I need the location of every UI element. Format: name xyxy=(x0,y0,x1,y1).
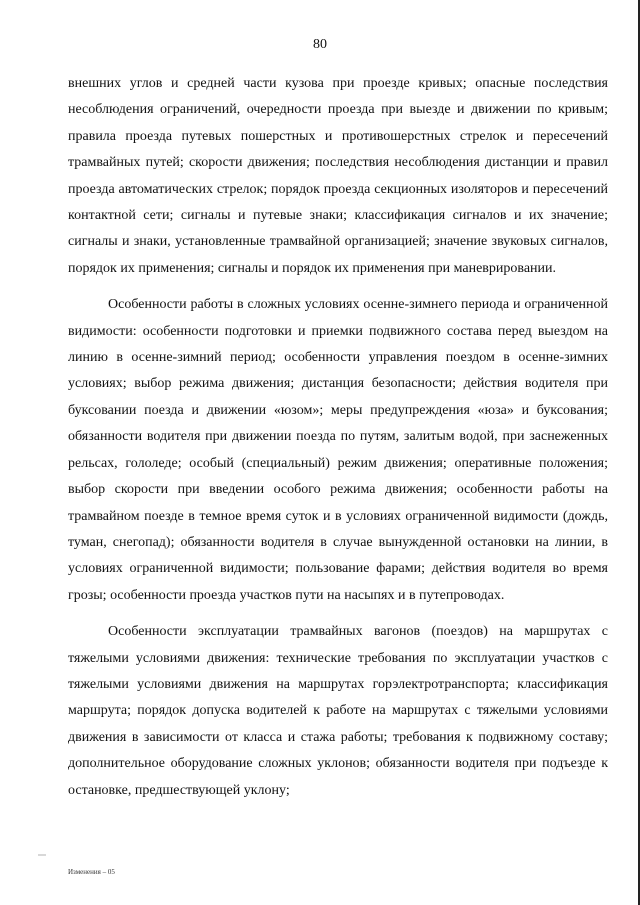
paragraph-difficult-routes: Особенности эксплуатации трамвайных вагонов (поездов) на маршрутах с тяжелыми условиями движения: технические требования по эксплуатации участков с тяжелыми условиями движения на маршрутах горэлектротранспорта; классификация маршрута; порядок допуска водителей к работе на маршрутах с тяжелыми условиями движения в зависимости от класса и стажа работы; требования к подвижному составу; дополнительное оборудование сложных уклонов; обязанности водителя при подъезде к остановке, предшествующей уклону; xyxy=(68,624,608,798)
paragraph-continuation: внешних углов и средней части кузова при проезде кривых; опасные последствия несоблюдения ограничений, очередности проезда при выезде и движении по кривым; правила проезда путевых пошерстных и противошерстных стрелок и пересечений трамвайных путей; скорости движения; последствия несоблюдения дистанции и правил проезда автоматических стрелок; порядок проезда секционных изоляторов и пересечений контактной сети; сигналы и путевые знаки; классификация сигналов и их значение; сигналы и знаки, установленные трамвайной организацией; значение звуковых сигналов, порядок их применения; сигналы и порядок их применения при маневрировании. xyxy=(68,76,608,276)
scan-artifact xyxy=(38,854,46,856)
page-number: 80 xyxy=(313,37,327,52)
revision-footer: Изменения – 05 xyxy=(68,868,115,876)
body-text xyxy=(68,71,608,814)
paragraph-autumn-winter-conditions: Особенности работы в сложных условиях осенне-зимнего периода и ограниченной видимости: особенности подготовки и приемки подвижного состава перед выездом на линию в осенне-зимний период; особенности управления поездом в осенне-зимних условиях; выбор режима движения; дистанция безопасности; действия водителя при буксовании поезда и движении «юзом»; меры предупреждения «юза» и буксования; обязанности водителя при движении поезда по путям, залитым водой, при заснеженных рельсах, гололеде; особый (специальный) режим движения; оперативные положения; выбор скорости при введении особого режима движения; особенности работы на трамвайном поезде в темное время суток и в условиях ограниченной видимости (дождь, туман, снегопад); обязанности водителя в случае вынужденной остановки на линии, в условиях ограниченной видимости; пользование фарами; действия водителя во время грозы; особенности проезда участков пути на насыпях и в путепроводах. xyxy=(68,297,608,603)
